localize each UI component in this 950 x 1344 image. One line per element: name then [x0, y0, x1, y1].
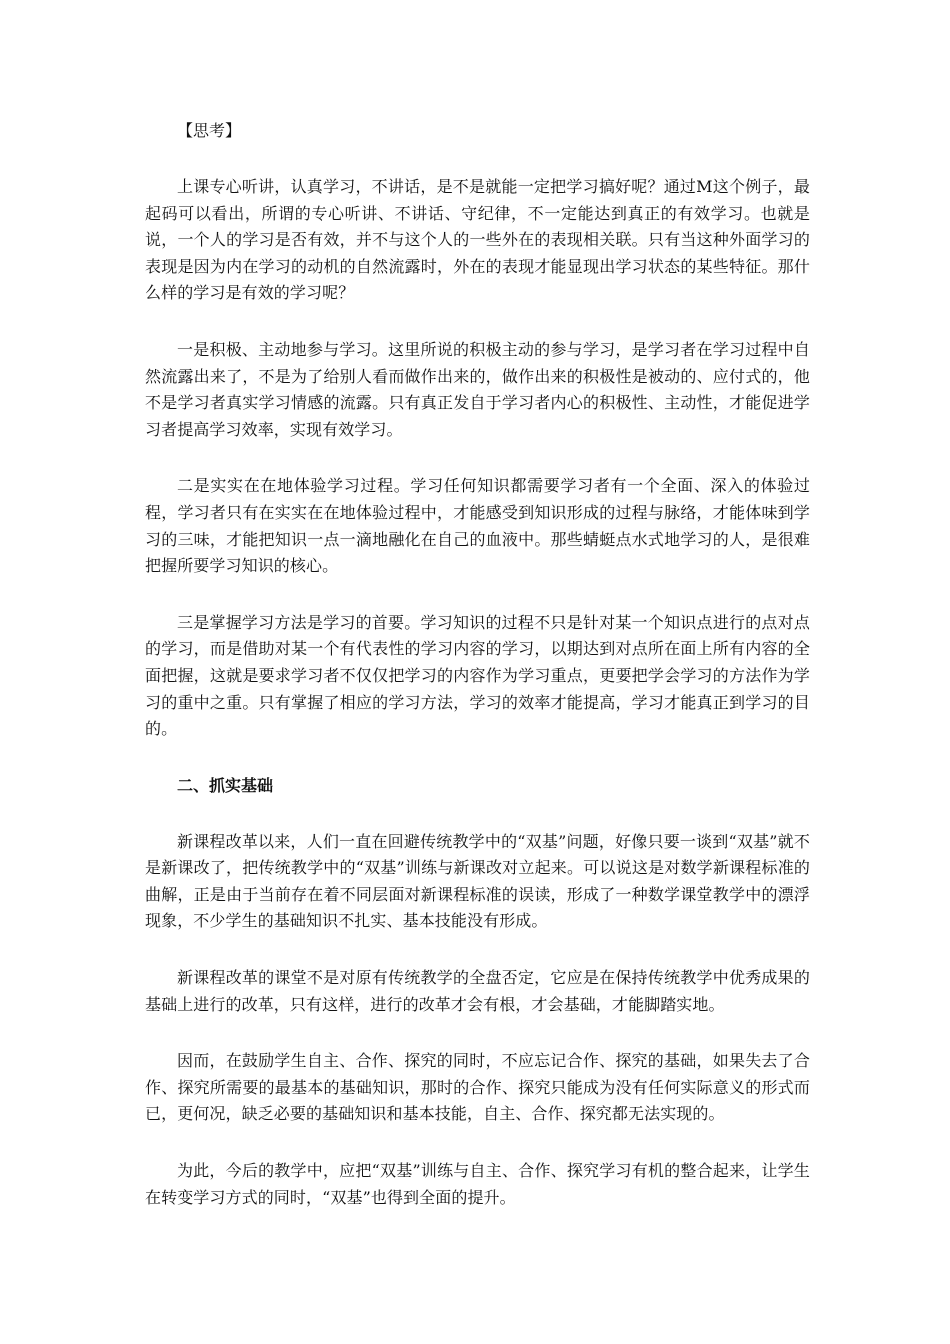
- section-paragraph-2: 新课程改革的课堂不是对原有传统教学的全盘否定，它应是在保持传统教学中优秀成果的基础上进行的改革，只有这样，进行的改革才会有根，才会基础，才能脚踏实地。: [145, 968, 810, 1014]
- think-paragraph-1: 上课专心听讲，认真学习，不讲话，是不是就能一定把学习搞好呢？通过M这个例子，最起码可以看出，所谓的专心听讲、不讲话、守纪律，不一定能达到真正的有效学习。也就是说，一个人的学习是否有效，并不与这个人的一些外在的表现相关联。只有当这种外面学习的表现是因为内在学习的动机的自然流露时，外在的表现才能显现出学习状态的某些特征。那什么样的学习是有效的学习呢？: [145, 177, 810, 303]
- section-paragraph-1: 新课程改革以来，人们一直在回避传统教学中的“双基”问题，好像只要一谈到“双基”就不是新课改了，把传统教学中的“双基”训练与新课改对立起来。可以说这是对数学新课程标准的曲解，正是由于当前存在着不同层面对新课程标准的误读，形成了一种数学课堂教学中的漂浮现象，不少学生的基础知识不扎实、基本技能没有形成。: [145, 831, 810, 931]
- think-paragraph-3: 二是实实在在地体验学习过程。学习任何知识都需要学习者有一个全面、深入的体验过程，学习者只有在实实在在地体验过程中，才能感受到知识形成的过程与脉络，才能体味到学习的三味，才能把知识一点一滴地融化在自己的血液中。那些蜻蜓点水式地学习的人，是很难把握所要学习知识的核心。: [145, 476, 810, 576]
- think-paragraph-4: 三是掌握学习方法是学习的首要。学习知识的过程不只是针对某一个知识点进行的点对点的学习，而是借助对某一个有代表性的学习内容的学习，以期达到对点所在面上所有内容的全面把握，这就是要求学习者不仅仅把学习的内容作为学习重点，更要把学会学习的方法作为学习的重中之重。只有掌握了相应的学习方法，学习的效率才能提高，学习才能真正到学习的目的。: [145, 612, 810, 739]
- section-paragraph-3: 因而，在鼓励学生自主、合作、探究的同时，不应忘记合作、探究的基础，如果失去了合作、探究所需要的最基本的基础知识，那时的合作、探究只能成为没有任何实际意义的形式而已，更何况，缺乏必要的基础知识和基本技能，自主、合作、探究都无法实现的。: [145, 1051, 810, 1124]
- document-page: [145, 118, 810, 1211]
- think-heading: 【思考】: [177, 121, 242, 140]
- think-paragraph-2: 一是积极、主动地参与学习。这里所说的积极主动的参与学习，是学习者在学习过程中自然流露出来了，不是为了给别人看而做作出来的，做作出来的积极性是被动的、应付式的，他不是学习者真实学习情感的流露。只有真正发自于学习者内心的积极性、主动性，才能促进学习者提高学习效率，实现有效学习。: [145, 339, 810, 439]
- section-heading: 二、抓实基础: [177, 775, 274, 795]
- section-paragraph-4: 为此，今后的教学中，应把“双基”训练与自主、合作、探究学习有机的整合起来，让学生在转变学习方式的同时，“双基”也得到全面的提升。: [145, 1161, 810, 1207]
